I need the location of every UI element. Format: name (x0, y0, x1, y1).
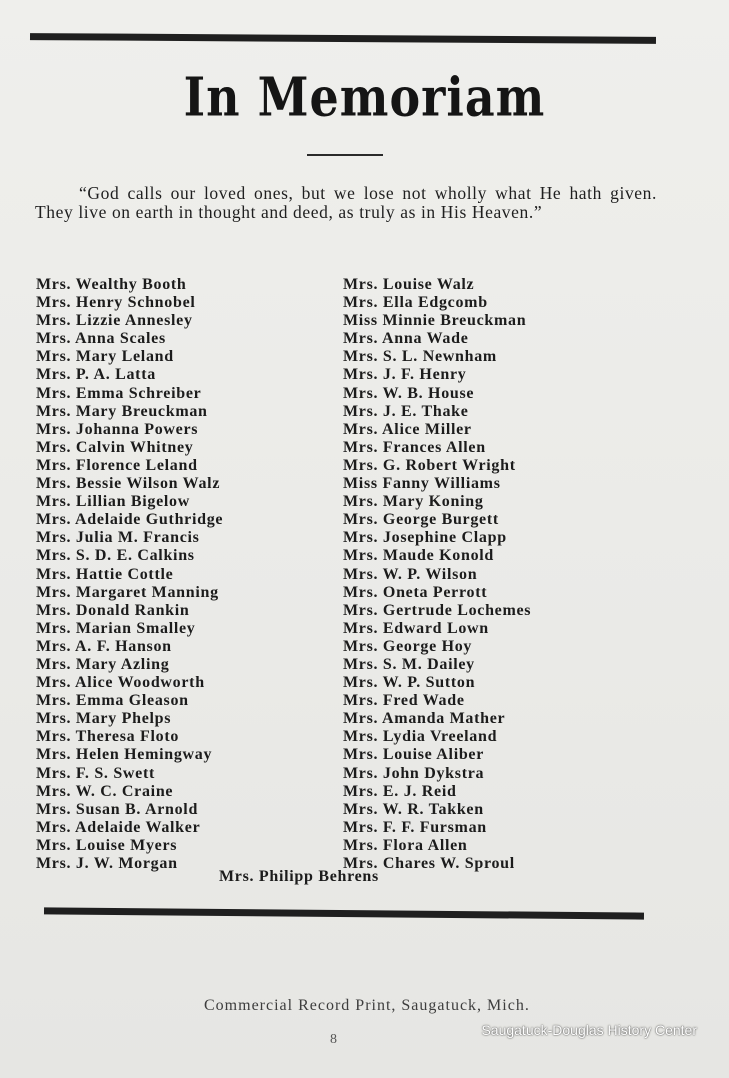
name-entry: Mrs. Maude Konold (343, 547, 495, 565)
name-entry: Mrs. W. P. Sutton (343, 674, 476, 692)
name-entry: Mrs. Marian Smalley (36, 619, 196, 637)
name-entry: Mrs. John Dykstra (343, 764, 485, 782)
name-entry: Mrs. W. P. Wilson (343, 565, 478, 583)
name-entry: Mrs. W. R. Takken (343, 800, 484, 818)
name-entry: Mrs. Edward Lown (343, 619, 489, 637)
name-entry: Mrs. Ella Edgcomb (343, 294, 488, 312)
name-entry: Mrs. E. J. Reid (343, 782, 457, 800)
name-entry: Mrs. Louise Aliber (343, 746, 485, 764)
name-entry: Mrs. Flora Allen (343, 836, 468, 854)
name-entry: Mrs. P. A. Latta (36, 366, 156, 384)
name-entry: Mrs. Alice Woodworth (36, 674, 205, 692)
printer-credit: Commercial Record Print, Saugatuck, Mich. (204, 997, 530, 1014)
name-entry: Mrs. Wealthy Booth (36, 276, 187, 293)
name-entry: Mrs. Johanna Powers (36, 420, 199, 438)
title-underline (307, 154, 383, 156)
name-entry: Mrs. Mary Phelps (36, 710, 172, 728)
name-entry: Mrs. Chares W. Sproul (343, 855, 515, 872)
name-entry: Mrs. S. M. Dailey (343, 655, 475, 673)
name-entry: Mrs. Anna Wade (343, 330, 469, 348)
name-entry: Mrs. Adelaide Guthridge (36, 511, 224, 529)
name-entry: Mrs. Anna Scales (36, 330, 166, 348)
name-entry: Mrs. S. D. E. Calkins (36, 547, 195, 565)
name-entry: Mrs. Lillian Bigelow (36, 493, 190, 511)
name-entry: Mrs. Lizzie Annesley (36, 312, 193, 330)
name-entry: Mrs. Lydia Vreeland (343, 728, 498, 746)
name-entry: Mrs. Adelaide Walker (36, 818, 201, 836)
name-entry: Mrs. Josephine Clapp (343, 529, 507, 547)
name-entry: Mrs. Julia M. Francis (36, 529, 200, 547)
name-entry: Mrs. Mary Breuckman (36, 402, 208, 420)
top-rule (30, 33, 656, 44)
name-entry: Mrs. Louise Myers (36, 836, 178, 854)
name-entry: Mrs. J. W. Morgan (36, 855, 178, 872)
name-entry: Mrs. S. L. Newnham (343, 348, 497, 366)
page-title: In Memoriam (183, 65, 546, 129)
name-entry: Mrs. Fred Wade (343, 692, 465, 710)
name-entry: Mrs. George Burgett (343, 511, 499, 529)
name-entry: Mrs. A. F. Hanson (36, 637, 172, 655)
name-entry: Mrs. W. C. Craine (36, 782, 174, 800)
name-entry: Mrs. W. B. House (343, 384, 475, 402)
name-entry: Mrs. Amanda Mather (343, 710, 506, 728)
name-entry: Mrs. Mary Azling (36, 655, 170, 673)
name-entry: Mrs. Florence Leland (36, 456, 198, 474)
name-entry: Mrs. Bessie Wilson Walz (36, 475, 221, 493)
name-entry: Mrs. Susan B. Arnold (36, 800, 199, 818)
name-entry: Mrs. Mary Koning (343, 493, 484, 511)
name-entry: Mrs. Henry Schnobel (36, 294, 196, 312)
name-entry: Mrs. G. Robert Wright (343, 456, 516, 474)
name-entry: Miss Fanny Williams (343, 475, 501, 493)
final-name-entry: Mrs. Philipp Behrens (219, 868, 379, 885)
name-entry: Mrs. Donald Rankin (36, 601, 190, 619)
name-entry: Mrs. Emma Schreiber (36, 384, 202, 402)
memorial-quote: “God calls our loved ones, but we lose not wholly what He hath given. They live on earth in thought and deed, as truly as in His Heaven.” (35, 183, 657, 222)
name-entry: Mrs. Louise Walz (343, 276, 475, 293)
name-entry: Mrs. F. S. Swett (36, 764, 156, 782)
name-entry: Mrs. Helen Hemingway (36, 746, 213, 764)
name-entry: Mrs. F. F. Fursman (343, 818, 487, 836)
name-entry: Mrs. Mary Leland (36, 348, 174, 366)
names-right-column (343, 276, 531, 873)
name-entry: Mrs. Theresa Floto (36, 728, 180, 746)
names-left-column (36, 276, 223, 873)
name-entry: Mrs. Alice Miller (343, 420, 472, 438)
archive-watermark: Saugatuck-Douglas History Center (481, 1022, 697, 1038)
name-entry: Mrs. Margaret Manning (36, 583, 219, 601)
name-entry: Mrs. Frances Allen (343, 438, 486, 456)
name-entry: Mrs. Emma Gleason (36, 692, 189, 710)
page-number: 8 (330, 1032, 337, 1047)
bottom-rule (44, 907, 644, 919)
name-entry: Mrs. George Hoy (343, 637, 473, 655)
name-entry: Mrs. Calvin Whitney (36, 438, 194, 456)
name-entry: Mrs. Oneta Perrott (343, 583, 488, 601)
name-entry: Mrs. J. F. Henry (343, 366, 467, 384)
name-entry: Miss Minnie Breuckman (343, 312, 527, 330)
name-entry: Mrs. Hattie Cottle (36, 565, 174, 583)
name-entry: Mrs. Gertrude Lochemes (343, 601, 532, 619)
name-entry: Mrs. J. E. Thake (343, 402, 469, 420)
